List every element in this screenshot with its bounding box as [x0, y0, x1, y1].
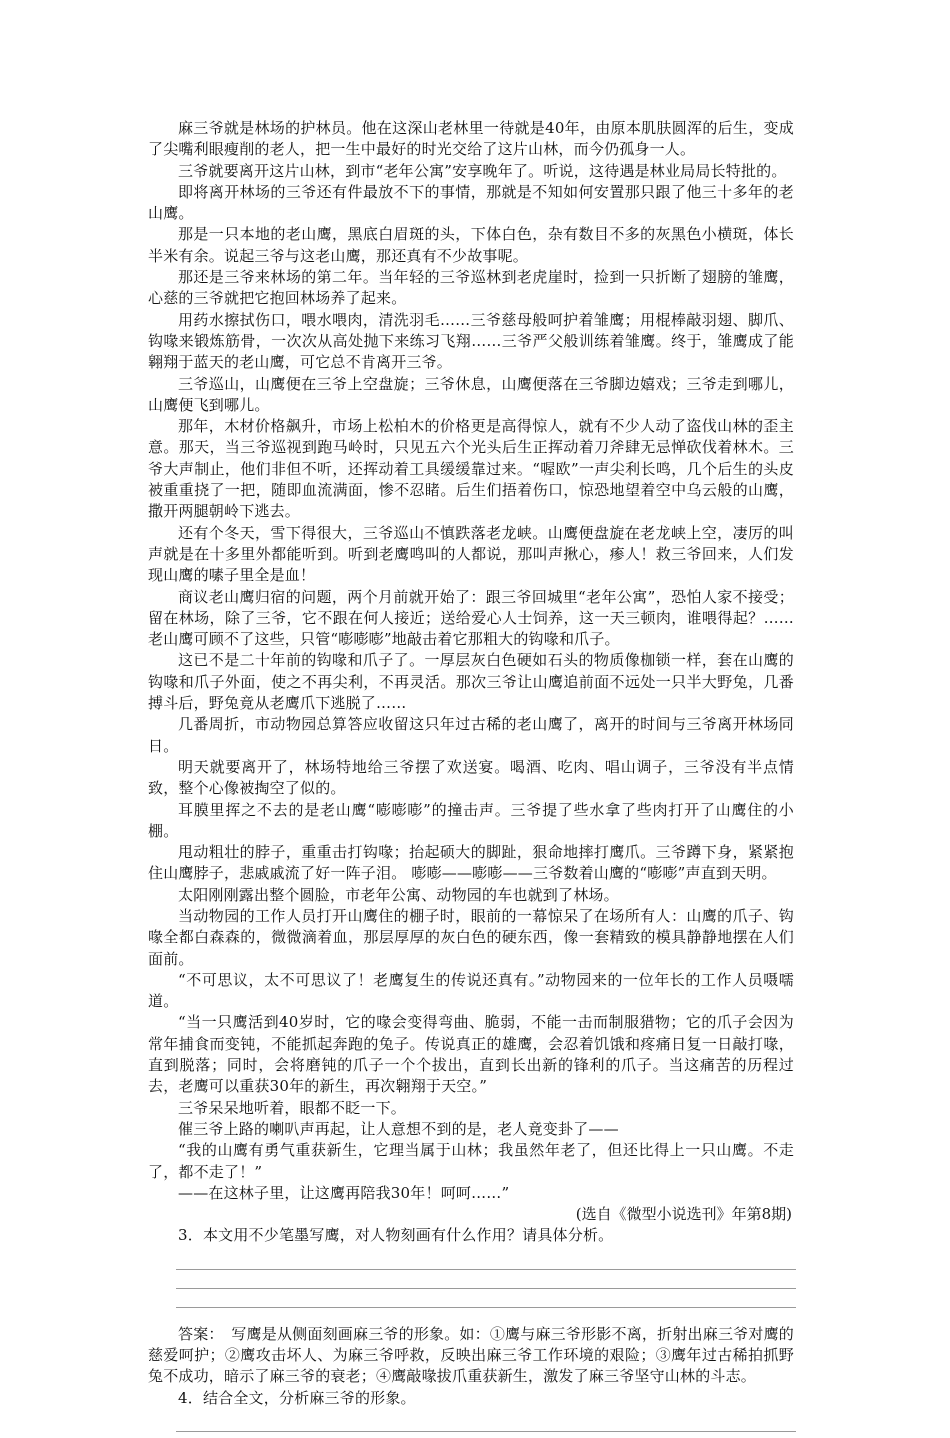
story-paragraph: 那年，木材价格飙升，市场上松柏木的价格更是高得惊人，就有不少人动了盗伐山林的歪主意。那天，当三爷巡视到跑马岭时，只见五六个光头后生正挥动着刀斧肆无忌惮砍伐着林木。三爷大声制止，他们非但不听，还挥动着工具缓缓靠过来。“喔欧”一声尖利长鸣，几个后生的头皮被重重挠了一把，随即血流满面，惨不忍睹。后生们捂着伤口，惊恐地望着空中乌云般的山鹰，撒开两腿朝岭下逃去。 — [148, 417, 794, 521]
answer-line[interactable] — [176, 1251, 796, 1270]
story-paragraph: 催三爷上路的喇叭声再起，让人意想不到的是，老人竟变卦了—— — [178, 1119, 619, 1138]
story-paragraph: 还有个冬天，雪下得很大，三爷巡山不慎跌落老龙峡。山鹰便盘旋在老龙峡上空，凄厉的叫声就是在十多里外都能听到。听到老鹰鸣叫的人都说，那叫声揪心，瘆人！救三爷回来，人们发现山鹰的嗉子里全是血！ — [148, 523, 794, 585]
story-paragraph: 那还是三爷来林场的第二年。当年轻的三爷巡林到老虎崖时，捡到一只折断了翅膀的雏鹰，心慈的三爷就把它抱回林场养了起来。 — [148, 268, 794, 308]
story-paragraph: “不可思议，太不可思议了！老鹰复生的传说还真有。”动物园来的一位年长的工作人员嗫嚅道。 — [148, 970, 794, 1011]
story-paragraph: 三爷巡山，山鹰便在三爷上空盘旋；三爷休息，山鹰便落在三爷脚边嬉戏；三爷走到哪儿，山鹰便飞到哪儿。 — [148, 374, 794, 414]
story-paragraph: 几番周折，市动物园总算答应收留这只年过古稀的老山鹰了，离开的时间与三爷离开林场同日。 — [148, 715, 794, 755]
story-paragraph: 即将离开林场的三爷还有件最放不下的事情，那就是不知如何安置那只跟了他三十多年的老山鹰。 — [148, 182, 794, 223]
answer-3: 答案： 写鹰是从侧面刻画麻三爷的形象。如：①鹰与麻三爷形影不离，折射出麻三爷对鹰的慈爱呵护；②鹰攻击坏人、为麻三爷呼救，反映出麻三爷工作环境的艰险；③鹰年过古稀拍抓野兔不成功，暗示了麻三爷的衰老；④鹰敲喙拔爪重获新生，激发了麻三爷坚守山林的斗志。 — [148, 1324, 794, 1386]
story-paragraph: “我的山鹰有勇气重获新生，它理当属于山林；我虽然年老了，但还比得上一只山鹰。不走了，都不走了！” — [148, 1141, 794, 1181]
story-paragraph: ——在这林子里，让这鹰再陪我30年！呵呵……” — [178, 1183, 510, 1202]
answer-line[interactable] — [176, 1413, 796, 1432]
source-citation: (选自《微型小说选刊》年第8期) — [575, 1205, 792, 1224]
document-content — [148, 118, 794, 1438]
story-paragraph: “当一只鹰活到40岁时，它的喙会变得弯曲、脆弱，不能一击而制服猎物；它的爪子会因为常年捕食而变钝，不能抓起奔跑的兔子。传说真正的雄鹰，会忍着饥饿和疼痛日复一日敲打喙，直到脱落；同时，会将磨钝的爪子一个个拔出，直到长出新的锋利的爪子。当这痛苦的历程过去，老鹰可以重获30年的新生，再次翱翔于天空。” — [148, 1013, 794, 1096]
answer-line[interactable] — [176, 1289, 796, 1308]
spacer — [148, 1314, 794, 1324]
answer-lines-q4 — [176, 1413, 796, 1432]
story-paragraph: 三爷呆呆地听着，眼都不眨一下。 — [178, 1098, 407, 1117]
story-paragraph: 太阳刚刚露出整个圆脸，市老年公寓、动物园的车也就到了林场。 — [178, 885, 619, 904]
answer-lines-q3 — [176, 1251, 796, 1308]
story-paragraph: 那是一只本地的老山鹰，黑底白眉斑的头，下体白色，杂有数目不多的灰黑色小横斑，体长半米有余。说起三爷与这老山鹰，那还真有不少故事呢。 — [148, 225, 794, 265]
story-body — [148, 118, 794, 1204]
story-paragraph: 甩动粗壮的脖子，重重击打钩喙；抬起硕大的脚趾，狠命地摔打鹰爪。三爷蹲下身，紧紧抱住山鹰脖子，悲戚戚流了好一阵子泪。 嘭嘭——嘭嘭——三爷数着山鹰的“嘭嘭”声直到天明。 — [148, 843, 794, 883]
story-paragraph: 明天就要离开了，林场特地给三爷摆了欢送宴。喝酒、吃肉、唱山调子，三爷没有半点情致，整个心像被掏空了似的。 — [148, 757, 794, 798]
story-paragraph: 三爷就要离开这片山林，到市“老年公寓”安享晚年了。听说，这待遇是林业局局长特批的。 — [178, 161, 787, 180]
story-paragraph: 当动物园的工作人员打开山鹰住的棚子时，眼前的一幕惊呆了在场所有人：山鹰的爪子、钩喙全都白森森的，微微滴着血，那层厚厚的灰白色的硬东西，像一套精致的模具静静地摆在人们面前。 — [148, 906, 794, 968]
story-paragraph: 耳膜里挥之不去的是老山鹰“嘭嘭嘭”的撞击声。三爷提了些水拿了些肉打开了山鹰住的小棚。 — [148, 800, 794, 840]
question-3: 3．本文用不少笔墨写鹰，对人物刻画有什么作用？请具体分析。 — [178, 1226, 614, 1245]
story-paragraph: 麻三爷就是林场的护林员。他在这深山老林里一待就是40年，由原本肌肤圆浑的后生，变成了尖嘴利眼瘦削的老人，把一生中最好的时光交给了这片山林，而今仍孤身一人。 — [148, 119, 794, 159]
question-4: 4．结合全文，分析麻三爷的形象。 — [178, 1388, 416, 1407]
answer-line[interactable] — [176, 1270, 796, 1289]
story-paragraph: 用药水擦拭伤口，喂水喂肉，清洗羽毛……三爷慈母般呵护着雏鹰；用棍棒敲羽翅、脚爪、钩喙来锻炼筋骨，一次次从高处抛下来练习飞翔……三爷严父般训练着雏鹰。终于，雏鹰成了能翱翔于蓝天的老山鹰，可它总不肯离开三爷。 — [148, 310, 794, 372]
story-paragraph: 这已不是二十年前的钩喙和爪子了。一厚层灰白色硬如石头的物质像枷锁一样，套在山鹰的钩喙和爪子外面，使之不再尖利，不再灵活。那次三爷让山鹰追前面不远处一只半大野兔，几番搏斗后，野兔竟从老鹰爪下逃脱了…… — [148, 651, 794, 713]
story-paragraph: 商议老山鹰归宿的问题，两个月前就开始了：跟三爷回城里“老年公寓”，恐怕人家不接受；留在林场，除了三爷，它不跟在何人接近；送给爱心人士饲养，这一天三顿肉，谁喂得起？……老山鹰可顾不了这些，只管“嘭嘭嘭”地敲击着它那粗大的钩喙和爪子。 — [148, 587, 794, 649]
